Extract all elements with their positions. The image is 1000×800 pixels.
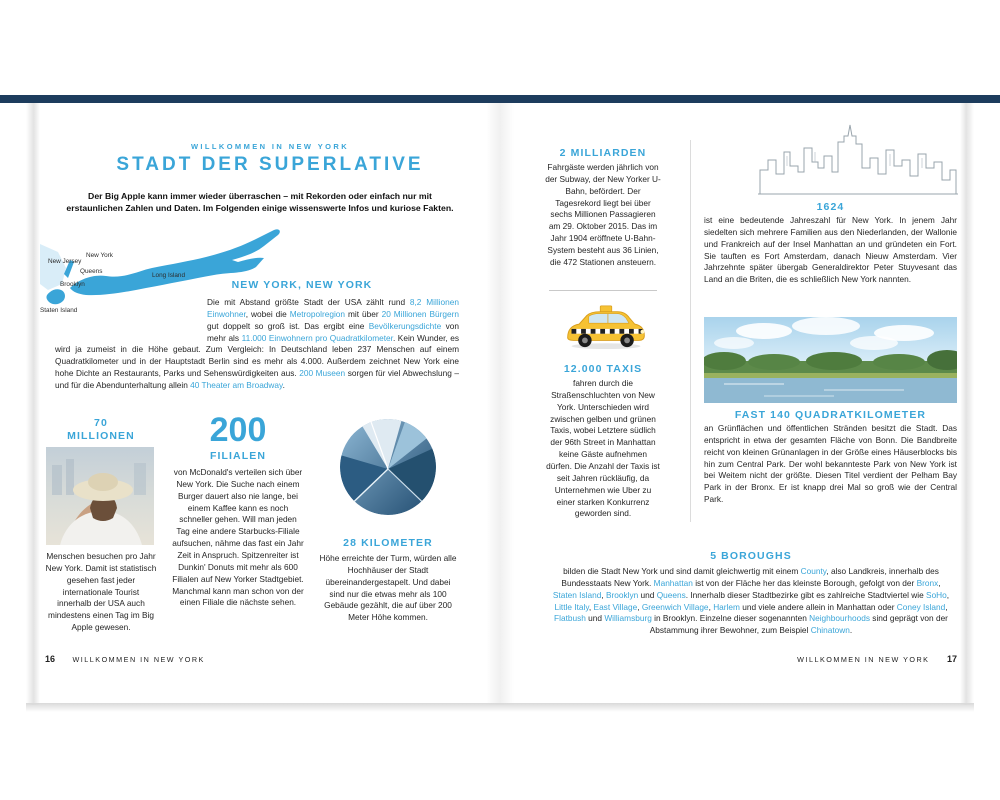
year-body: ist eine bedeutende Jahreszahl für New York. In jenem Jahr siedelten sich mehrere Familien aus den Niederlanden, der Wallonie und Frankreich auf der Insel Manhattan an und gründeten ein Fort. Sie tauften es Fort Amsterdam, danach Nieuw Amsterdam. Vier Jahrzehnte später übergab Generaldirektor Peter Stuyvesant das Land an die Briten, die es schließlich New York nannten.: [704, 215, 957, 285]
fact-branches-unit: FILIALEN: [209, 450, 267, 462]
section-kicker: WILLKOMMEN IN NEW YORK: [190, 142, 350, 151]
page-edge-right: [960, 103, 974, 705]
column-divider-horizontal: [549, 290, 657, 291]
skyline-sketch: [758, 120, 958, 200]
year-heading: 1624: [816, 201, 845, 213]
page-number-left: 16: [45, 654, 56, 664]
fact-visitors-caption: Menschen besuchen pro Jahr New York. Damit ist statistisch gesehen fast jeder internationale Tourist innerhalb der USA auch mindestens einen Tag im Big Apple gewesen.: [45, 551, 157, 633]
tourist-photo: [46, 447, 154, 545]
taxis-body: fahren durch die Straßenschluchten von New York. Unterschieden wird zwischen gelben und grünen Taxis, wobei Letztere südlich der 96th Street in Manhattan keine Gäste aufnehmen dürfen. Die Anzahl der Taxis ist seit Jahren rückläufig, da Unternehmen wie Uber zu einer starken Konkurrenz geworden sind.: [546, 378, 660, 519]
boroughs-heading: 5 BOROUGHS: [710, 550, 792, 562]
map-label-queens: Queens: [80, 268, 103, 275]
fact-visitors-unit: MILLIONEN: [67, 430, 135, 443]
taxi-icon-graphic: [560, 302, 652, 352]
city-paragraph-block: [55, 297, 459, 392]
page-number-right: 17: [946, 654, 957, 664]
map-label-brooklyn: Brooklyn: [60, 281, 85, 288]
subway-body: Fahrgäste werden jährlich von der Subway, der New Yorker U-Bahn, befördert. Der Tagesrekord liegt bei über sechs Millionen Passagieren am 29. Oktober 2015. Das im Jahr 1904 eröffnete U-Bahn-System besteht aus 36 Linien, die 472 Stationen ansteuern.: [545, 162, 661, 267]
taxi-icon: [560, 302, 652, 352]
tourist-photo-graphic: [46, 447, 154, 545]
map-wrap-spacer: [55, 297, 207, 337]
subway-heading: 2 MILLIARDEN: [559, 147, 647, 159]
parks-body: an Grünflächen und öffentlichen Stränden besitzt die Stadt. Das entspricht in etwa der gesamten Fläche von Bonn. Die Bandbreite reicht von kleinen Grünanlagen in der Größe eines Häuserblocks bis hin zum Central Park. Der wohl bekannteste Park von New York ist bei Weitem nicht der größte. Diesen Titel verdient der Pelham Bay Park in der Bronx. Er ist knapp drei Mal so groß wie der Central Park.: [704, 423, 957, 505]
intro-paragraph: Der Big Apple kann immer wieder überraschen – mit Rekorden oder einfach nur mit erstaunlichen Zahlen und Daten. Im Folgenden einige wissenswerte Infos und kuriose Fakten.: [66, 191, 454, 213]
footer-right: [545, 654, 957, 664]
heading-new-york-new-york: NEW YORK, NEW YORK: [231, 279, 373, 291]
page-gutter: [486, 103, 514, 705]
park-photo-graphic: [704, 317, 957, 403]
map-label-new-york: New York: [86, 252, 113, 259]
boroughs-body: bilden die Stadt New York und sind damit gleichwertig mit einem County, also Landkreis, innerhalb des Bundesstaats New York. Manhattan ist von der Fläche her das kleinste Borough, gefolgt von der Bronx, Staten Island, Brooklyn und Queens. Innerhalb dieser Stadtbezirke gibt es zahlreiche Stadtviertel wie SoHo, Little Italy, East Village, Greenwich Village, Harlem und viele andere allein in Manhattan oder Coney Island, Flatbush und Williamsburg in Brooklyn. Einzelne dieser sogenannten Neighbourhoods sind geprägt von der Abstammung ihrer Bewohner, zum Beispiel Chinatown.: [552, 566, 950, 636]
parks-heading: FAST 140 QUADRATKILOMETER: [734, 409, 927, 421]
footer-left-text: WILLKOMMEN IN NEW YORK: [72, 655, 205, 664]
footer-left: [45, 654, 445, 664]
footer-right-text: WILLKOMMEN IN NEW YORK: [797, 655, 930, 664]
page-title: STADT DER SUPERLATIVE: [116, 154, 424, 175]
page-edge-left: [26, 103, 40, 705]
column-divider-vertical: [690, 140, 691, 522]
book-top-band: [0, 95, 1000, 103]
fact-height-caption: Höhe erreichte der Turm, würden alle Hochhäuser der Stadt übereinandergestapelt. Und dabei sind nur die etwas mehr als 100 Gebäude gezählt, die auf über 200 Meter Höhe kommen.: [319, 553, 457, 623]
taxis-heading: 12.000 TAXIS: [563, 363, 643, 375]
fact-branches-caption: von McDonald's verteilen sich über New York. Die Suche nach einem Burger dauert also nie lange, bei einem Kaffee kann es noch schneller gehen. Will man jeden Tag eine andere Starbucks-Filiale aufsuchen, nähme das fast ein Jahr Zeit in Anspruch. Spitzenreiter ist Dunkin' Donuts mit mehr als 600 Filialen auf New Yorker Stadtgebiet. Manchmal kann man schon von der einen Filiale die nächste sehen.: [172, 467, 304, 608]
park-photo: [704, 317, 957, 403]
map-label-staten-island: Staten Island: [40, 307, 78, 314]
fact-visitors-heading: [45, 417, 157, 443]
skyscraper-photo: [340, 419, 436, 515]
skyscraper-photo-graphic: [340, 419, 436, 515]
map-label-long-island: Long Island: [152, 272, 186, 279]
fact-visitors-number: 70: [94, 417, 108, 429]
city-paragraph: Die mit Abstand größte Stadt der USA zählt rund 8,2 Millionen Einwohner, wobei die Metropolregion mit über 20 Millionen Bürgern gut doppelt so groß ist. Das ergibt eine Bevölkerungsdichte von mehr als 11.000 Einwohnern pro Quadratkilometer. Kein Wunder, es wird ja zumeist in die Höhe gebaut. Zum Vergleich: In Deutschland leben 237 Menschen auf einem Quadratkilometer und in der Hauptstadt Berlin sind es mehr als 4.000. Außerdem zeichnet New York eine hohe Dichte an Restaurants, Parks und Sehenswürdigkeiten aus. 200 Museen sorgen für viel Abwechslung – und für die Abendunterhaltung allein 40 Theater am Broadway.: [55, 297, 460, 391]
map-label-new-jersey: New Jersey: [48, 258, 82, 265]
fact-height-heading: 28 KILOMETER: [343, 537, 433, 549]
skyline-sketch-graphic: [758, 120, 958, 200]
fact-branches-number: 200: [209, 411, 267, 449]
book-bottom-shadow: [26, 703, 974, 712]
